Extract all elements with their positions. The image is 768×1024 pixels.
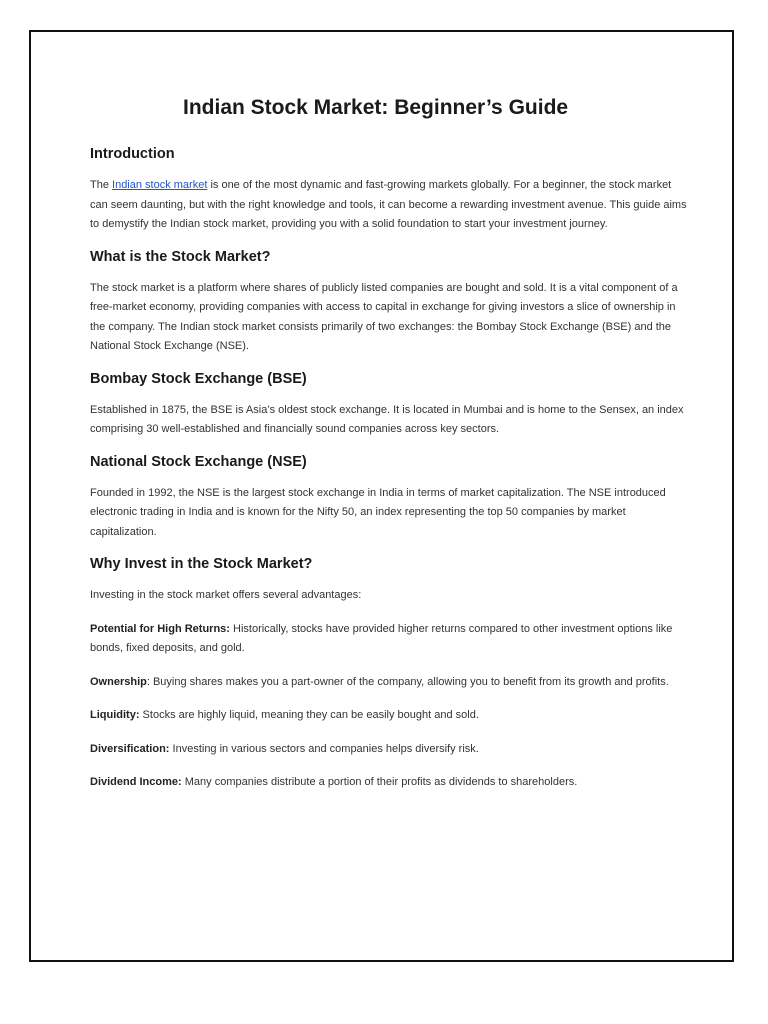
benefit-term: Potential for High Returns: — [90, 622, 230, 635]
page-title: Indian Stock Market: Beginner’s Guide — [183, 96, 569, 119]
section-heading-nse: National Stock Exchange (NSE) — [90, 453, 307, 470]
section-body-bse: Established in 1875, the BSE is Asia’s oldest stock exchange. It is located in Mumbai and is home to the Sensex, an index comprising 30 well-established and financially sound companies across key sectors. — [90, 403, 684, 435]
section-body-nse: Founded in 1992, the NSE is the largest stock exchange in India in terms of market capitalization. The NSE introduced electronic trading in India and is known for the Nifty 50, an index representing the top 50 companies by market capitalization. — [90, 486, 666, 538]
benefit-item — [90, 773, 690, 793]
section-heading-why-invest: Why Invest in the Stock Market? — [90, 556, 313, 572]
benefits-list — [90, 620, 690, 793]
benefit-text: Investing in various sectors and companies helps diversify risk. — [169, 742, 479, 755]
benefit-text: Stocks are highly liquid, meaning they can be easily bought and sold. — [139, 709, 479, 721]
section-body-introduction — [90, 176, 690, 235]
benefit-term: Ownership — [90, 675, 147, 688]
document-content — [90, 93, 690, 807]
section-heading-what-is-stock-market: What is the Stock Market? — [90, 248, 271, 265]
section-body-what-is-stock-market: The stock market is a platform where shares of publicly listed companies are bought and sold. It is a vital component of a free-market economy, providing companies with access to capital in exchange for giving investors a slice of ownership in the company. The Indian stock market consists primarily of two exchanges: the Bombay Stock Exchange (BSE) and the National Stock Exchange (NSE). — [90, 281, 678, 352]
intro-text-post: is one of the most dynamic and fast-growing markets globally. For a beginner, the stock market can seem daunting, but with the right knowledge and tools, it can become a rewarding investment avenue. This guide aims to demystify the Indian stock market, providing you with a solid foundation to start your investment journey. — [90, 179, 687, 230]
benefit-item — [90, 673, 690, 693]
section-body-why-invest: Investing in the stock market offers several advantages: — [90, 589, 362, 601]
benefit-term: Diversification: — [90, 742, 170, 755]
benefit-text: Many companies distribute a portion of their profits as dividends to shareholders. — [181, 776, 578, 788]
section-heading-bse: Bombay Stock Exchange (BSE) — [90, 370, 307, 387]
benefit-item — [90, 620, 690, 659]
benefit-term: Liquidity: — [90, 709, 140, 721]
intro-text-pre: The — [90, 179, 113, 191]
benefit-item — [90, 740, 690, 760]
benefit-term: Dividend Income: — [90, 776, 182, 788]
benefit-text: Historically, stocks have provided higher returns compared to other investment options like bonds, fixed deposits, and gold. — [90, 622, 673, 654]
benefit-item — [90, 706, 690, 726]
indian-stock-market-link[interactable]: Indian stock market — [112, 179, 208, 191]
section-heading-introduction: Introduction — [90, 146, 175, 162]
benefit-text: : Buying shares makes you a part-owner of the company, allowing you to benefit from its growth and profits. — [146, 675, 669, 688]
